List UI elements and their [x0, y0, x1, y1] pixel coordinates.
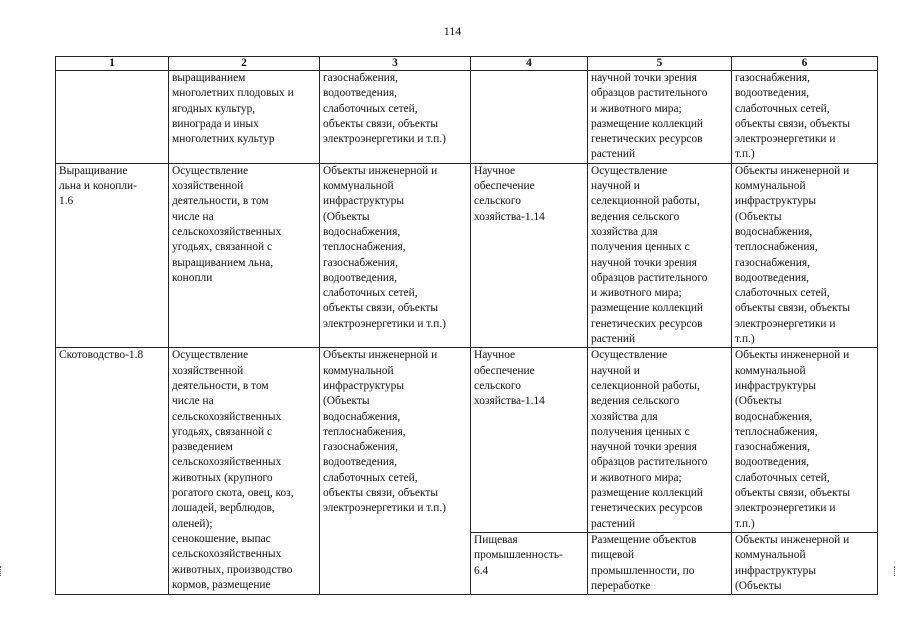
table-cell: Выращивание льна и конопли- 1.6	[56, 163, 169, 348]
table-cell: газоснабжения, водоотведения, слаботочных сетей, объекты связи, объекты электроэнергетики и т.п.)	[732, 71, 878, 164]
table-row	[56, 163, 878, 348]
table-cell: Объекты инженерной и коммунальной инфраструктуры (Объекты водоснабжения, теплоснабжения, газоснабжения, водоотведения, слаботочных сетей, объекты связи, объекты электроэнергетики и т.п.)	[732, 163, 878, 348]
column-header: 2	[169, 57, 320, 71]
table-cell: Объекты инженерной и коммунальной инфраструктуры (Объекты водоснабжения, теплоснабжения, газоснабжения, водоотведения, слаботочных сетей, объекты связи, объекты электроэнергетики и т.п.)	[320, 163, 471, 348]
table-cell: Объекты инженерной и коммунальной инфраструктуры (Объекты	[732, 532, 878, 594]
table-cell: Научное обеспечение сельского хозяйства-1.14	[471, 163, 588, 348]
table-cell: Объекты инженерной и коммунальной инфраструктуры (Объекты водоснабжения, теплоснабжения, газоснабжения, водоотведения, слаботочных сетей, объекты связи, объекты электроэнергетики и т.п.)	[732, 348, 878, 533]
table-cell: Осуществление научной и селекционной работы, ведения сельского хозяйства для получения ценных с научной точки зрения образцов растительного и животного мира; размещение коллекций генетических ресурсов растений	[588, 163, 732, 348]
column-header: 5	[588, 57, 732, 71]
table-cell	[471, 71, 588, 164]
table-cell: Скотоводство-1.8	[56, 348, 169, 595]
table-cell: Осуществление научной и селекционной работы, ведения сельского хозяйства для получения ценных с научной точки зрения образцов растительного и животного мира; размещение коллекций генетических ресурсов растений	[588, 348, 732, 533]
table-cell	[56, 71, 169, 164]
table-cell: Осуществление хозяйственной деятельности, в том числе на сельскохозяйственных угодьях, связанной с разведением сельскохозяйственных животных (крупного рогатого скота, овец, коз, лошадей, верблюдов, оленей); сенокошение, выпас сельскохозяйственных животных, производство кормов, размещение	[169, 348, 320, 595]
column-header: 6	[732, 57, 878, 71]
table-cell: Объекты инженерной и коммунальной инфраструктуры (Объекты водоснабжения, теплоснабжения, газоснабжения, водоотведения, слаботочных сетей, объекты связи, объекты электроэнергетики и т.п.)	[320, 348, 471, 595]
table-row	[56, 71, 878, 164]
table-cell: выращиванием многолетних плодовых и ягодных культур, винограда и иных многолетних культур	[169, 71, 320, 164]
page-number: 114	[443, 24, 462, 38]
column-header: 3	[320, 57, 471, 71]
land-use-table	[55, 56, 878, 595]
scan-edge-mark-right	[894, 566, 899, 576]
table-cell: научной точки зрения образцов растительного и животного мира; размещение коллекций генетических ресурсов растений	[588, 71, 732, 164]
table-cell: газоснабжения, водоотведения, слаботочных сетей, объекты связи, объекты электроэнергетики и т.п.)	[320, 71, 471, 164]
column-header: 1	[56, 57, 169, 71]
table-cell: Осуществление хозяйственной деятельности, в том числе на сельскохозяйственных угодьях, связанной с выращиванием льна, конопли	[169, 163, 320, 348]
table-row	[56, 348, 878, 533]
table-cell: Научное обеспечение сельского хозяйства-1.14	[471, 348, 588, 533]
table-header-row	[56, 57, 878, 71]
table-cell: Размещение объектов пищевой промышленности, по переработке	[588, 532, 732, 594]
scan-edge-mark-left	[0, 566, 5, 576]
column-header: 4	[471, 57, 588, 71]
table-cell: Пищевая промышленность- 6.4	[471, 532, 588, 594]
